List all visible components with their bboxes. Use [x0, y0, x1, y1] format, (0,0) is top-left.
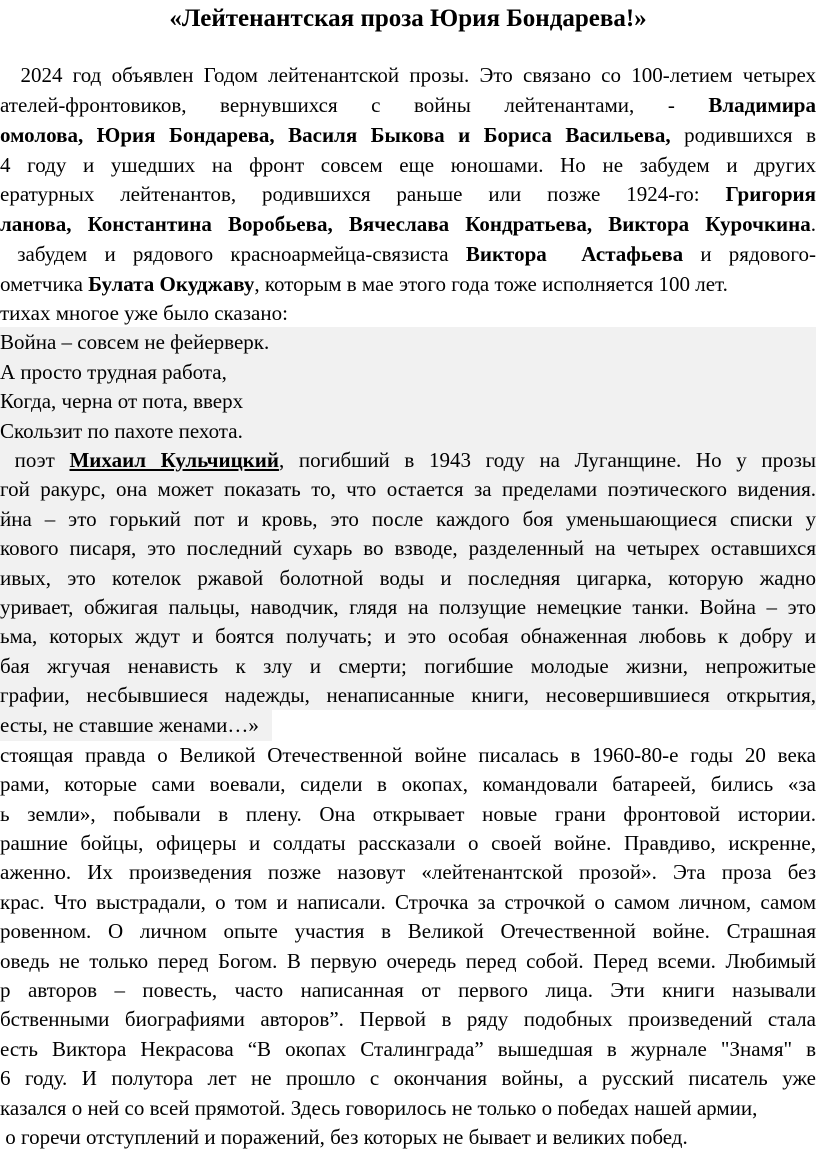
text-line [0, 90, 816, 121]
text-run: графии, несбывшиеся надежды, ненаписанные книги, несовершившиеся открытия, [0, 683, 816, 707]
text-line [0, 946, 816, 977]
text-line [0, 386, 816, 417]
text-run: и рядового- [683, 242, 816, 266]
text-run: ивых, это котелок ржавой болотной воды и последняя цигарка, которую жадно [0, 566, 816, 590]
text-line [0, 857, 816, 888]
text-line [0, 740, 816, 771]
text-run: о горечи отступлений и поражений, без которых не бывает и великих побед. [0, 1125, 688, 1149]
text-line [0, 445, 816, 476]
text-run: бая жгучая ненависть к злу и смерти; погибшие молодые жизни, непрожитые [0, 654, 816, 678]
text-run: , которым в мае этого года тоже исполняется 100 лет. [254, 272, 728, 296]
text-line [0, 1034, 816, 1065]
text-run: бственными биографиями авторов”. Первой в ряду подобных произведений стала [0, 1007, 816, 1031]
text-run: Скользит по пахоте пехота. [0, 419, 243, 443]
text-line [0, 828, 816, 859]
text-line [0, 474, 816, 505]
text-line [0, 1093, 816, 1124]
text-run: ературных лейтенантов, родившихся раньше или позже 1924-го: [0, 182, 726, 206]
text-run: ьма, которых ждут и боятся получать; и это особая обнаженная любовь к добру и [0, 624, 816, 648]
text-run: казался о ней со всей прямотой. Здесь говорилось не только о победах нашей армии, [0, 1096, 758, 1120]
text-run: аженно. Их произведения позже назовут «лейтенантской прозой». Эта проза без [0, 860, 816, 884]
text-run: р авторов – повесть, часто написанная от первого лица. Эти книги называли [0, 978, 816, 1002]
text-line [0, 209, 816, 240]
text-run: 6 году. И полутора лет не прошло с окончания войны, а русский писатель уже [0, 1066, 816, 1090]
text-run: 2024 год объявлен Годом лейтенантской прозы. Это связано со 100-летием четырех [0, 63, 816, 87]
text-run: стоящая правда о Великой Отечественной войне писалась в 1960-80-е годы 20 века [0, 743, 816, 767]
text-line [0, 357, 816, 388]
text-line [0, 799, 816, 830]
text-run: оведь не только перед Богом. В первую очередь перед собой. Перед всеми. Любимый [0, 949, 816, 973]
bold-text: Михаил Кульчицкий [69, 448, 279, 472]
text-run: гой ракурс, она может показать то, что остается за пределами поэтического видения. [0, 477, 816, 501]
text-run: йна – это горький пот и кровь, это после каждого боя уменьшающиеся списки у [0, 507, 816, 531]
text-line [0, 769, 816, 800]
text-line [0, 1004, 816, 1035]
bold-text: омолова, Юрия Бондарева, Василя Быкова и Бориса Васильева, [0, 123, 671, 147]
text-line [0, 975, 816, 1006]
bold-text: ланова, Константина Воробьева, Вячеслава Кондратьева, Виктора Курочкина [0, 212, 811, 236]
text-line [0, 298, 816, 329]
text-line [0, 563, 816, 594]
text-line [0, 327, 816, 358]
text-line [0, 60, 816, 91]
text-run: рашние бойцы, офицеры и солдаты рассказали о своей войне. Правдиво, искренне, [0, 831, 816, 855]
text-run: А просто трудная работа, [0, 360, 227, 384]
text-line [0, 1122, 816, 1153]
text-run: поэт [0, 448, 70, 472]
text-run: . [810, 212, 816, 236]
text-line [0, 621, 816, 652]
text-run: тихах многое уже было сказано: [0, 301, 288, 325]
text-line [0, 533, 816, 564]
text-run: есты, не ставшие женами…» [0, 713, 259, 737]
text-line [0, 269, 816, 300]
text-line [0, 680, 816, 711]
text-run: ометчика [0, 272, 89, 296]
text-line [0, 887, 816, 918]
text-run: родившихся в [670, 123, 816, 147]
bold-text: Виктора Астафьева [465, 242, 684, 266]
bold-text: Григория [725, 182, 816, 206]
text-line [0, 239, 816, 270]
text-run: забудем и рядового красноармейца-связиста [0, 242, 466, 266]
text-line [0, 710, 816, 741]
text-line [0, 651, 816, 682]
text-run: уривает, обжигая пальцы, наводчик, глядя на ползущие немецкие танки. Война – это [0, 595, 816, 619]
text-line [0, 120, 816, 151]
text-run: Война – совсем не фейерверк. [0, 330, 270, 354]
bold-text: Владимира [708, 93, 816, 117]
text-run: , погибший в 1943 году на Луганщине. Но у прозы [278, 448, 816, 472]
text-run: ь земли», побывали в плену. Она открывает новые грани фронтовой истории. [0, 802, 816, 826]
text-run: крас. Что выстрадали, о том и написали. Строчка за строчкой о самом личном, самом [0, 890, 816, 914]
text-line [0, 150, 816, 181]
text-run: 4 году и ушедших на фронт совсем еще юношами. Но не забудем и других [0, 153, 816, 177]
text-run: кового писаря, это последний сухарь во взводе, разделенный на четырех оставшихся [0, 536, 816, 560]
text-run: ателей-фронтовиков, вернувшихся с войны лейтенантами, - [0, 93, 709, 117]
text-run: Когда, черна от пота, вверх [0, 389, 244, 413]
text-run: есть Виктора Некрасова “В окопах Сталинграда” вышедшая в журнале "Знамя" в [0, 1037, 816, 1061]
text-line [0, 504, 816, 535]
text-line [0, 416, 816, 447]
document-title: «Лейтенантская проза Юрия Бондарева!» [169, 5, 647, 32]
text-line [0, 916, 816, 947]
text-line [0, 179, 816, 210]
text-run: ровенном. О личном опыте участия в Великой Отечественной войне. Страшная [0, 919, 816, 943]
bold-text: Булата Окуджаву [88, 272, 255, 296]
text-line [0, 1063, 816, 1094]
text-line [0, 592, 816, 623]
text-run: рами, которые сами воевали, сидели в окопах, командовали батареей, бились «за [0, 772, 816, 796]
